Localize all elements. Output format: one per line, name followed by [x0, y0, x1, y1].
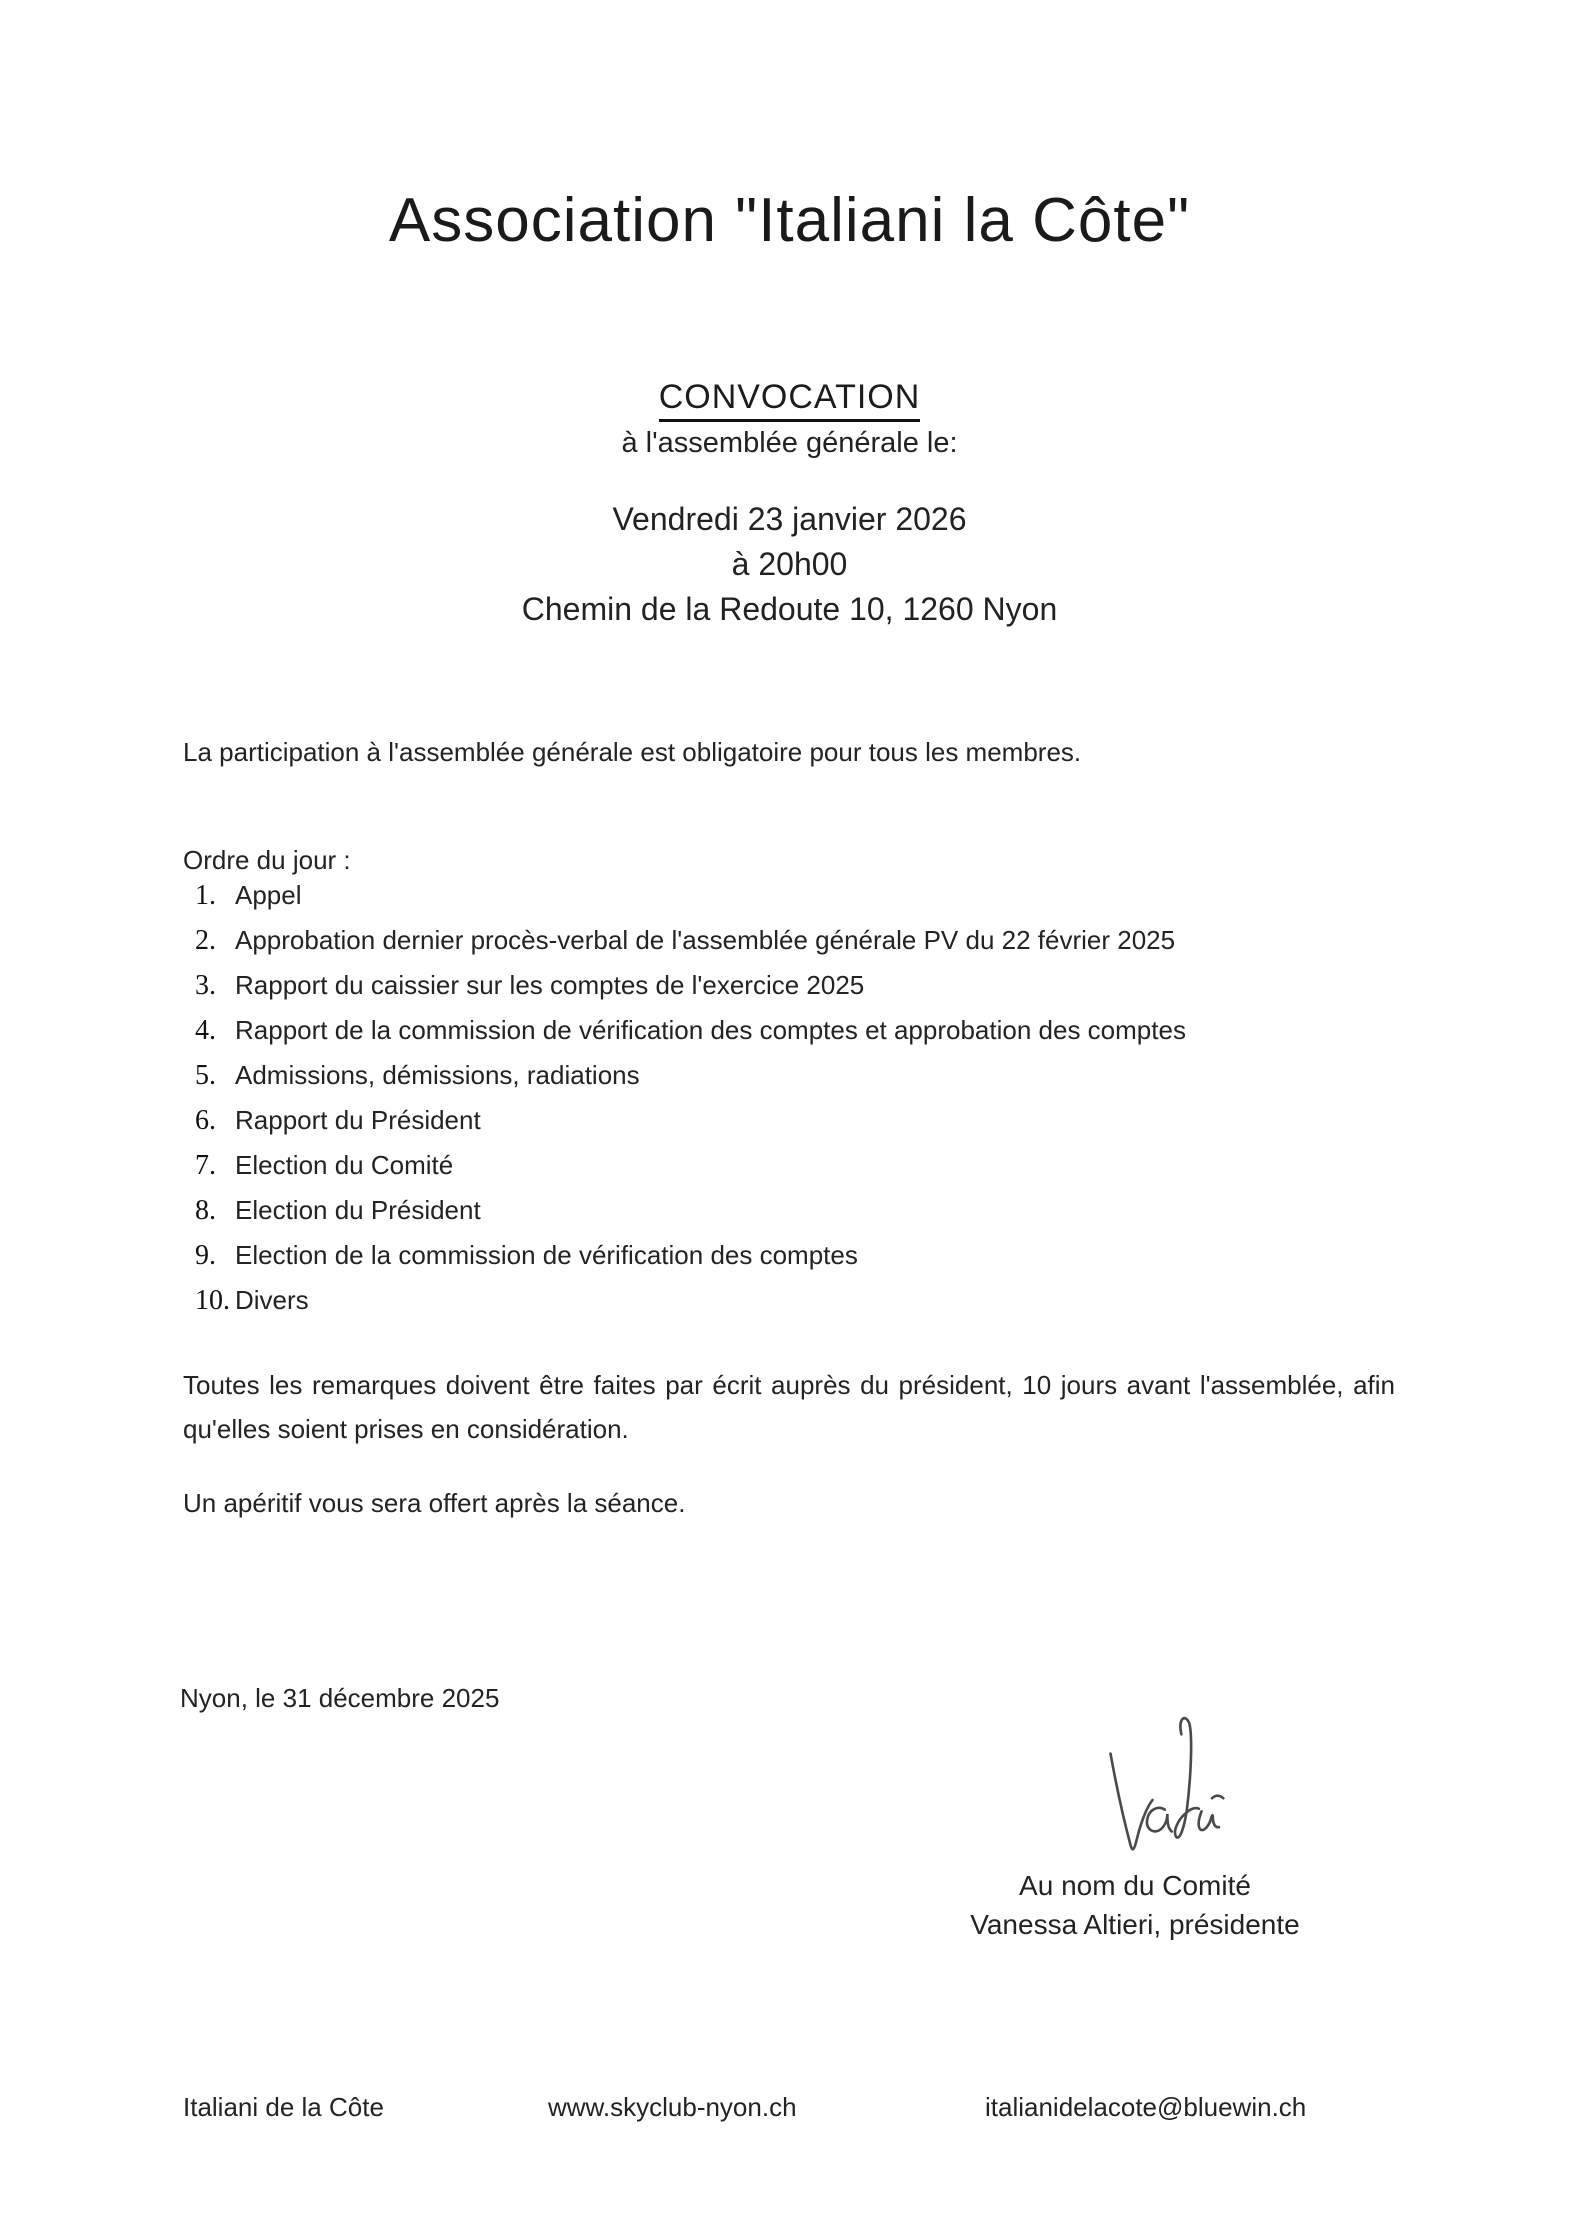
- footer-email: italianidelacote@bluewin.ch: [985, 2092, 1307, 2122]
- convocation-heading: CONVOCATION: [659, 378, 921, 422]
- agenda-item: [183, 1015, 1423, 1060]
- agenda-title: Ordre du jour :: [183, 845, 351, 875]
- agenda-item-number: 4.: [195, 1015, 216, 1046]
- agenda-item-number: 10.: [195, 1285, 230, 1316]
- meeting-details: [0, 497, 1579, 632]
- agenda-item-number: 8.: [195, 1195, 216, 1226]
- agenda-item-number: 6.: [195, 1105, 216, 1136]
- president-line: Vanessa Altieri, présidente: [970, 1909, 1300, 1940]
- agenda-item: [183, 880, 1423, 925]
- agenda-item: [183, 1060, 1423, 1105]
- agenda-item: [183, 1195, 1423, 1240]
- agenda-item-number: 3.: [195, 970, 216, 1001]
- agenda-item-text: Election de la commission de vérification des comptes: [235, 1240, 858, 1270]
- footer-website: www.skyclub-nyon.ch: [548, 2092, 797, 2122]
- signature-scribble: [1093, 1700, 1233, 1865]
- agenda-item-number: 5.: [195, 1060, 216, 1091]
- agenda-item: [183, 925, 1423, 970]
- aperitif-note: Un apéritif vous sera offert après la séance.: [183, 1488, 686, 1518]
- agenda-item-number: 2.: [195, 925, 216, 956]
- convocation-subheading: à l'assemblée générale le:: [621, 427, 958, 459]
- place-and-date: Nyon, le 31 décembre 2025: [180, 1683, 500, 1713]
- agenda-item-text: Election du Président: [235, 1195, 481, 1225]
- agenda-item-text: Election du Comité: [235, 1150, 454, 1180]
- closing-block: [900, 1866, 1370, 1944]
- convocation-heading-wrap: [0, 378, 1579, 422]
- agenda-item-text: Admissions, démissions, radiations: [235, 1060, 640, 1090]
- meeting-address: Chemin de la Redoute 10, 1260 Nyon: [521, 591, 1058, 627]
- agenda-item-text: Rapport du caissier sur les comptes de l'exercice 2025: [235, 970, 865, 1000]
- meeting-date: Vendredi 23 janvier 2026: [612, 501, 967, 537]
- on-behalf-line: Au nom du Comité: [1019, 1870, 1251, 1901]
- agenda-item: [183, 1150, 1423, 1195]
- agenda-item: [183, 1285, 1423, 1330]
- agenda-item-number: 1.: [195, 880, 216, 911]
- agenda-item-text: Rapport du Président: [235, 1105, 481, 1135]
- agenda-item: [183, 1105, 1423, 1150]
- agenda-item-text: Approbation dernier procès-verbal de l'assemblée générale PV du 22 février 2025: [235, 925, 1176, 955]
- meeting-time: à 20h00: [731, 546, 848, 582]
- agenda-list: [183, 880, 1423, 1330]
- agenda-item-text: Appel: [235, 880, 302, 910]
- participation-notice: La participation à l'assemblée générale est obligatoire pour tous les membres.: [183, 737, 1082, 767]
- agenda-item-number: 9.: [195, 1240, 216, 1271]
- remarks-paragraph: Toutes les remarques doivent être faites par écrit auprès du président, 10 jours avant l'assemblée, afin qu'elles soient prises en considération.: [183, 1370, 1395, 1444]
- page-title: Association "Italiani la Côte": [388, 186, 1191, 255]
- agenda-item-number: 7.: [195, 1150, 216, 1181]
- agenda-item-text: Divers: [235, 1285, 309, 1315]
- agenda-item-text: Rapport de la commission de vérification des comptes et approbation des comptes: [235, 1015, 1186, 1045]
- agenda-item: [183, 970, 1423, 1015]
- footer-association-name: Italiani de la Côte: [183, 2092, 384, 2122]
- agenda-item: [183, 1240, 1423, 1285]
